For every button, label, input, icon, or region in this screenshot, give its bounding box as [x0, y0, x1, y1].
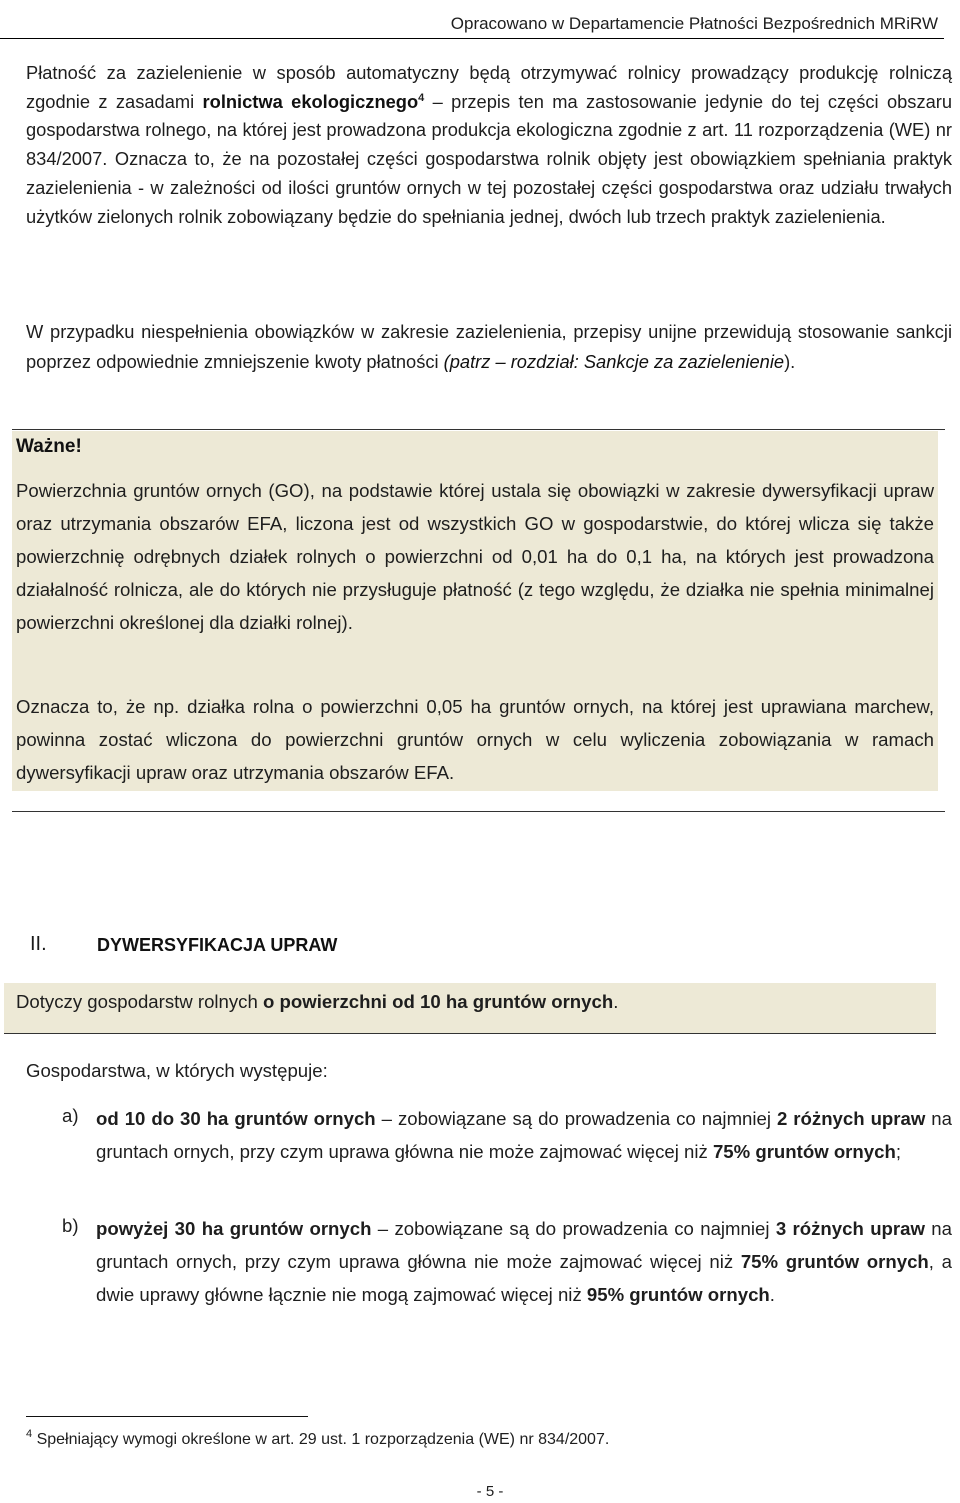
applies-bold: o powierzchni od 10 ha gruntów ornych	[263, 991, 614, 1012]
important-paragraph-2: Oznacza to, że np. działka rolna o powierzchni 0,05 ha gruntów ornych, na której jest uprawiana marchew, powinna zostać wliczona do powierzchni gruntów ornych w celu wyliczenia zobowiązania w ramach dywersyfikacji upraw oraz utrzymania obszarów EFA.	[16, 696, 934, 783]
para2-text-2: ).	[784, 350, 796, 372]
para2-italic-reference: (patrz – rozdział: Sankcje za zazielenienie	[443, 350, 785, 372]
item-b-bold-4: 95% gruntów ornych	[586, 1284, 770, 1305]
list-item-b-letter: b)	[62, 1215, 79, 1236]
footnote-reference[interactable]: 4	[418, 91, 425, 104]
section-number: II.	[30, 933, 47, 955]
footnote	[26, 1428, 610, 1449]
para2-text-1: W przypadku niespełnienia obowiązków w zakresie zazielenienia, przepisy unijne przewidują stosowanie sankcji poprzez odpowiednie zmniejszenie kwoty płatności	[26, 321, 952, 372]
item-b-text-1: – zobowiązane są do prowadzenia co najmniej	[371, 1218, 776, 1239]
footnote-number: 4	[26, 1428, 33, 1440]
item-b-bold-1: powyżej 30 ha gruntów ornych	[96, 1218, 372, 1239]
item-a-bold-2: 2 różnych upraw	[776, 1108, 926, 1129]
item-b-text-4: .	[769, 1284, 775, 1305]
footnote-text: Spełniający wymogi określone w art. 29 ust. 1 rozporządzenia (WE) nr 834/2007.	[32, 1431, 610, 1448]
item-b-text-2: na gruntach ornych, przy czym uprawa główna nie może zajmować więcej niż	[96, 1218, 952, 1272]
header-text: Opracowano w Departamencie Płatności Bezpośrednich MRiRW	[450, 14, 938, 33]
item-a-text-3: ;	[895, 1141, 901, 1162]
item-b-bold-2: 3 różnych upraw	[775, 1218, 925, 1239]
paragraph-sanctions	[26, 317, 952, 376]
item-a-bold-1: od 10 do 30 ha gruntów ornych	[96, 1108, 376, 1129]
applies-text-1: Dotyczy gospodarstw rolnych	[16, 991, 263, 1012]
applies-text	[16, 991, 618, 1013]
para1-bold-term: rolnictwa ekologicznego	[202, 90, 419, 112]
section-title: DYWERSYFIKACJA UPRAW	[97, 935, 338, 955]
list-item-a-letter: a)	[62, 1105, 79, 1126]
important-box-bottom-rule	[12, 811, 945, 812]
item-a-text-1: – zobowiązane są do prowadzenia co najmniej	[375, 1108, 777, 1129]
item-b-text-3: , a dwie uprawy główne łącznie nie mogą zajmować więcej niż	[96, 1251, 952, 1305]
list-item-b	[96, 1212, 952, 1311]
paragraph-organic-farming	[26, 59, 952, 231]
footnote-rule	[26, 1416, 308, 1417]
item-b-bold-3: 75% gruntów ornych	[740, 1251, 929, 1272]
important-paragraph-1: Powierzchnia gruntów ornych (GO), na podstawie której ustala się obowiązki w zakresie dywersyfikacji upraw oraz utrzymania obszarów EFA, liczona jest od wszystkich GO w gospodarstwie, do której wlicza się także powierzchnię odrębnych działek rolnych o powierzchni od 0,01 ha do 0,1 ha, na których jest prowadzona działalność rolnicza, ale do których nie przysługuje płatność (z tego względu, że działka nie spełnia minimalnej powierzchni określonej dla działki rolnej).	[16, 480, 934, 633]
important-title: Ważne!	[16, 436, 82, 457]
item-a-text-2: na gruntach ornych, przy czym uprawa główna nie może zajmować więcej niż	[96, 1108, 952, 1162]
page-number: - 5 -	[476, 1483, 504, 1500]
list-intro: Gospodarstwa, w których występuje:	[26, 1060, 328, 1081]
page-header	[0, 8, 944, 39]
item-a-bold-3: 75% gruntów ornych	[712, 1141, 896, 1162]
para1-text-1: Płatność za zazielenienie w sposób automatyczny będą otrzymywać rolnicy prowadzący produkcję rolniczą zgodnie z zasadami	[26, 62, 952, 112]
important-box-top-rule	[12, 429, 945, 430]
para1-text-2: – przepis ten ma zastosowanie jedynie do tej części obszaru gospodarstwa rolnego, na której jest prowadzona produkcja ekologiczna zgodnie z art. 11 rozporządzenia (WE) nr 834/2007. Oznacza to, że na pozostałej części gospodarstwa rolnik objęty jest obowiązkiem spełniania praktyk zazielenienia - w zależności od ilości gruntów ornych w tej pozostałej części gospodarstwa oraz udziału trwałych użytków zielonych rolnik zobowiązany będzie do spełniania jednej, dwóch lub trzech praktyk zazielenienia.	[26, 90, 953, 227]
applies-text-2: .	[613, 991, 619, 1012]
list-item-a	[96, 1102, 952, 1168]
